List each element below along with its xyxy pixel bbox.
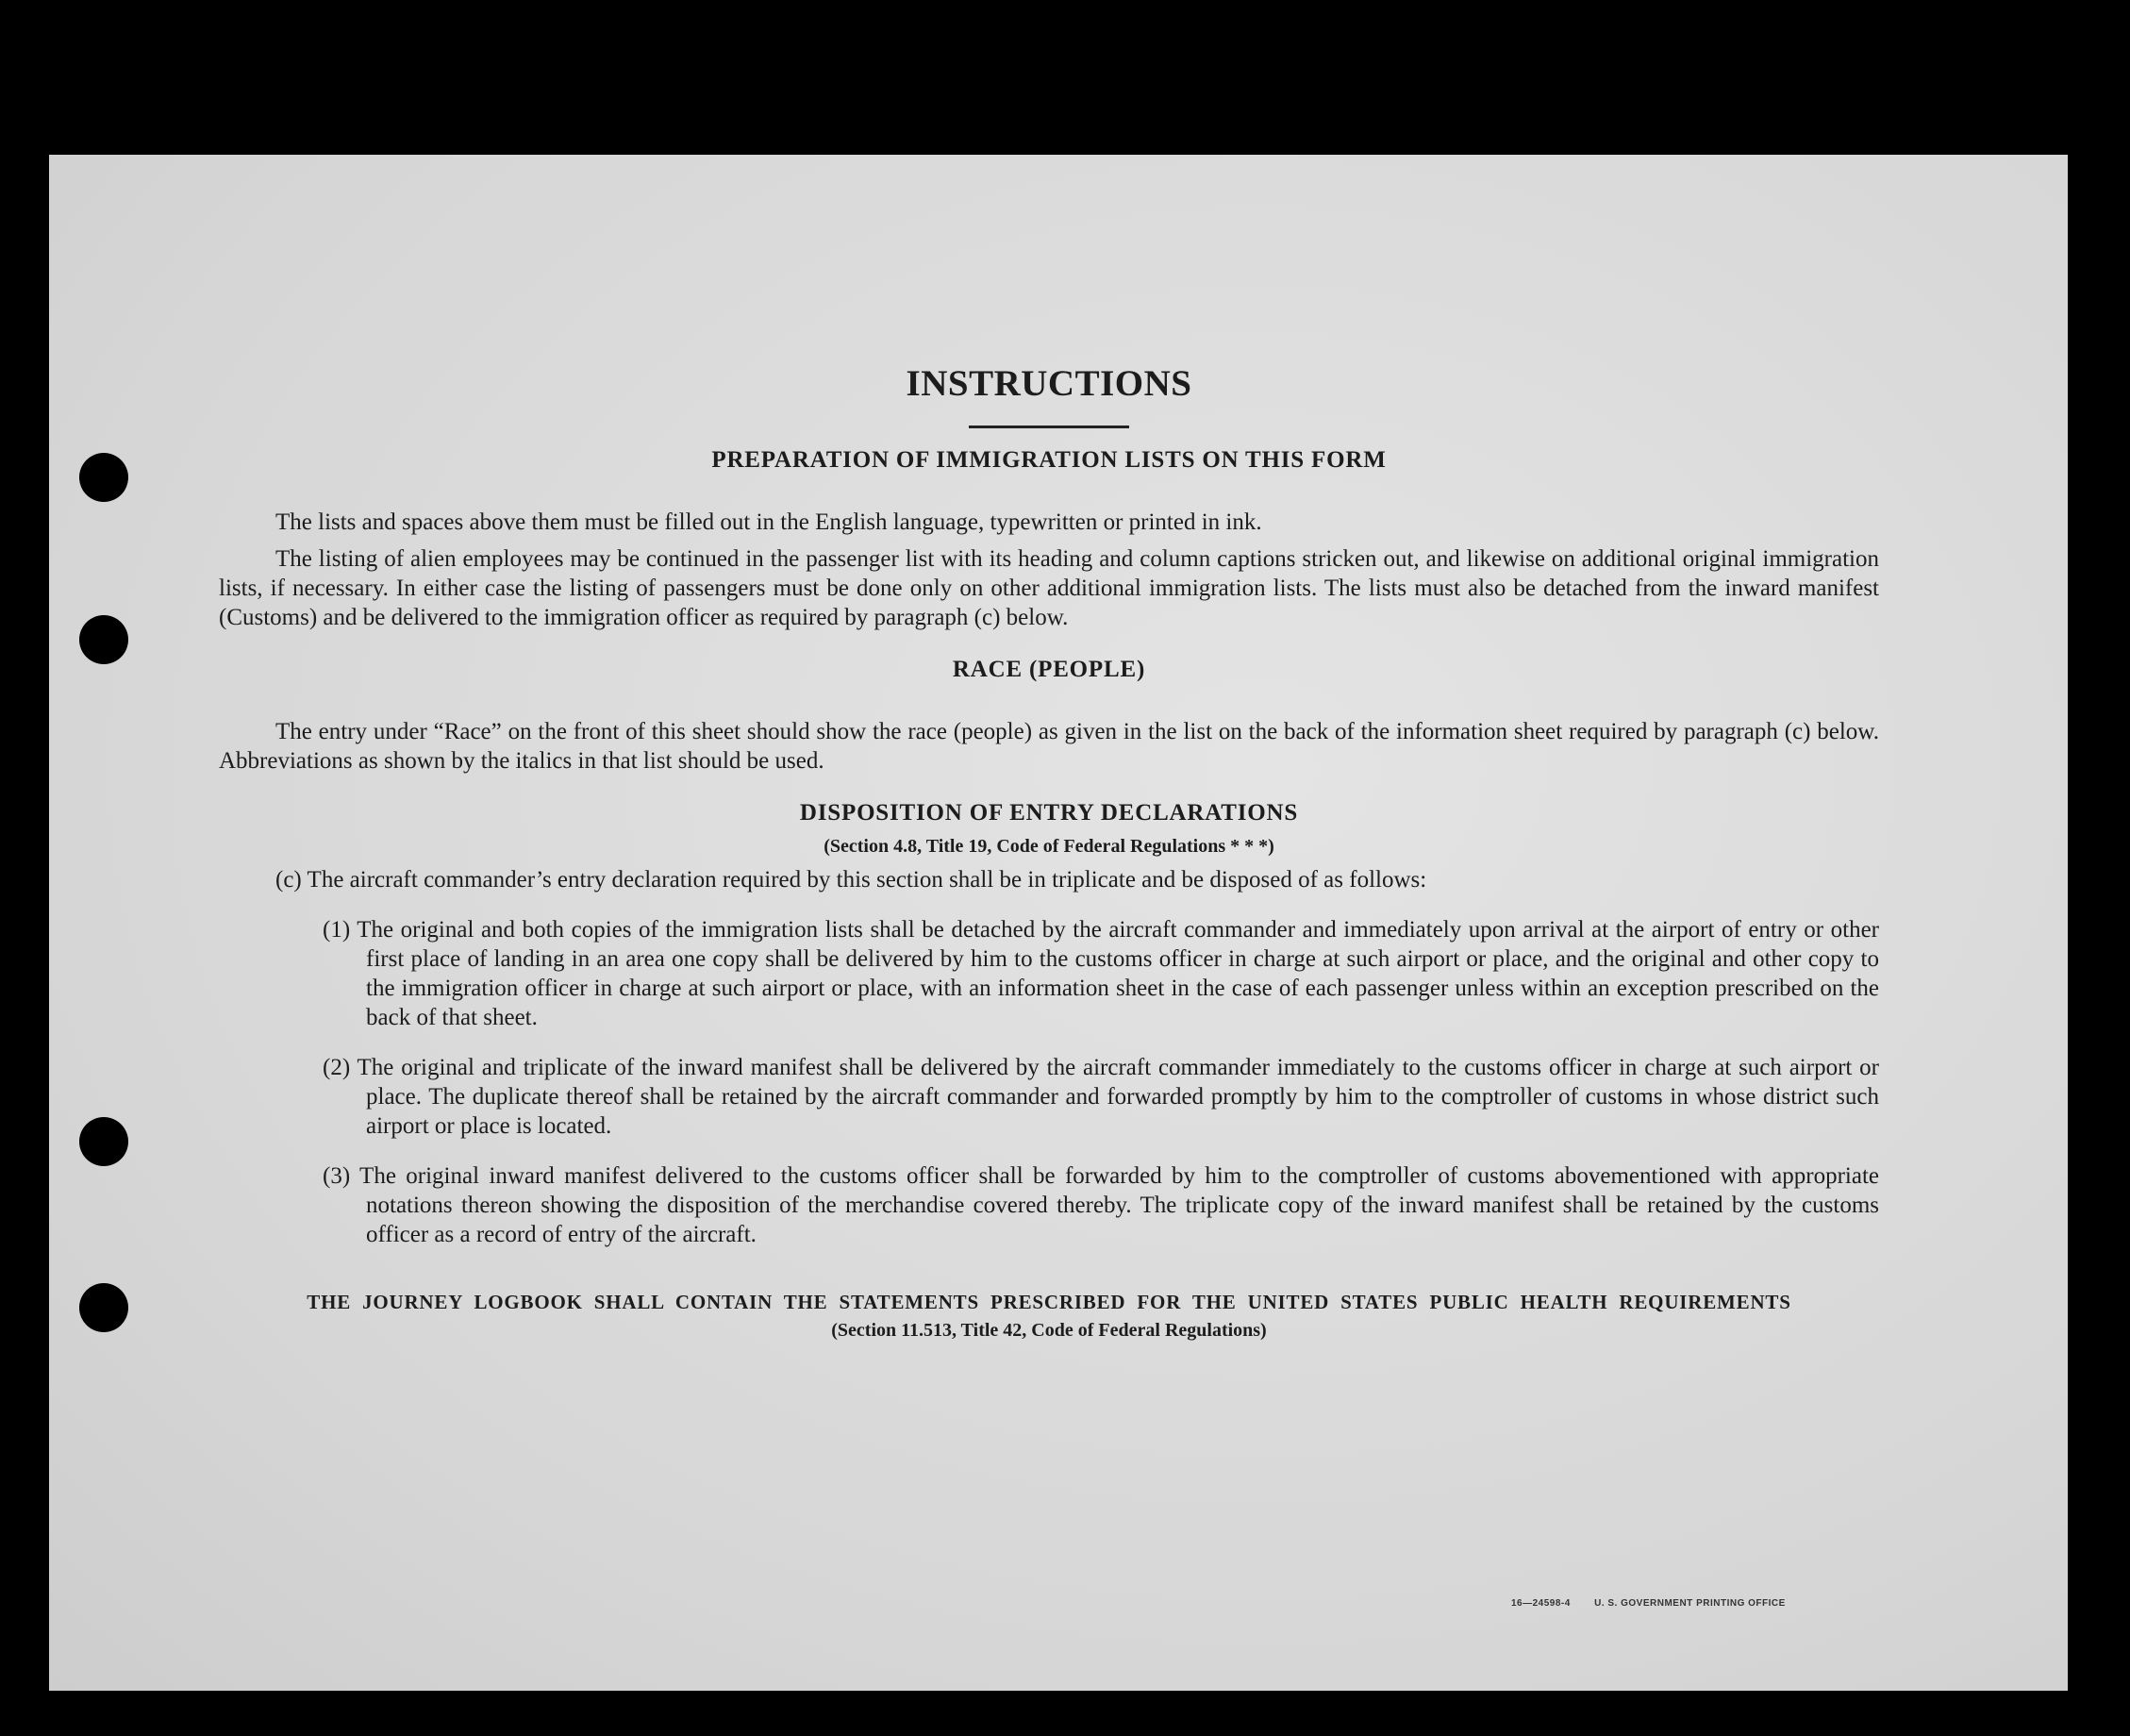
title-rule (969, 426, 1129, 428)
disposition-item-2: (2) The original and triplicate of the inward manifest shall be delivered by the aircraft commander immediately to the customs officer in charge at such airport or place. The duplicate thereof shall be retained by the aircraft commander and forwarded promptly by him to the comptroller of customs in whose district such airport or place is located. (323, 1055, 1879, 1139)
disposition-item-1: (1) The original and both copies of the immigration lists shall be detached by the aircraft commander and immediately upon arrival at the airport of entry or other first place of landing in an area one copy shall be delivered by him to the customs officer in charge at such airport or place, and the original and other copy to the immigration officer in charge at such airport or place, with an information sheet in the case of each passenger unless within an exception prescribed on the back of that sheet. (323, 917, 1879, 1030)
printer-imprint (1511, 1598, 1806, 1609)
preparation-paragraph-1: The lists and spaces above them must be filled out in the English language, typewritten or printed in ink. (275, 509, 1262, 535)
section-heading-preparation: PREPARATION OF IMMIGRATION LISTS ON THIS FORM (711, 447, 1387, 473)
form-number: 16—24598-4 (1511, 1598, 1571, 1609)
document-sheet (49, 155, 2068, 1691)
disposition-intro: (c) The aircraft commander’s entry declaration required by this section shall be in triplicate and be disposed of as follows: (275, 867, 1427, 893)
section-heading-disposition: DISPOSITION OF ENTRY DECLARATIONS (799, 800, 1299, 826)
printing-office: U. S. GOVERNMENT PRINTING OFFICE (1594, 1598, 1786, 1609)
document-content (219, 362, 1879, 1342)
footer-heading: THE JOURNEY LOGBOOK SHALL CONTAIN THE STATEMENTS PRESCRIBED FOR THE UNITED STATES PUBLIC HEALTH REQUIREMENTS (307, 1291, 1791, 1313)
punch-hole (79, 453, 128, 502)
punch-hole (79, 1117, 128, 1166)
disposition-citation: (Section 4.8, Title 19, Code of Federal Regulations * * *) (824, 836, 1274, 857)
section-heading-race: RACE (PEOPLE) (952, 657, 1146, 682)
race-paragraph: The entry under “Race” on the front of this sheet should show the race (people) as given in the list on the back of the information sheet required by paragraph (c) below. Abbreviations as shown by the italics in that list should be used. (219, 719, 1879, 774)
footer-citation: (Section 11.513, Title 42, Code of Federal Regulations) (831, 1320, 1267, 1341)
punch-hole (79, 1283, 128, 1332)
disposition-item-3: (3) The original inward manifest delivered to the customs officer shall be forwarded by him to the comptroller of customs abovementioned with appropriate notations thereon showing the disposition of the merchandise covered thereby. The triplicate copy of the inward manifest shall be retained by the customs officer as a record of entry of the aircraft. (323, 1163, 1879, 1247)
page-title: INSTRUCTIONS (906, 363, 1192, 404)
punch-hole (79, 615, 128, 664)
preparation-paragraph-2: The listing of alien employees may be continued in the passenger list with its heading and column captions stricken out, and likewise on additional original immigration lists, if necessary. In either case the listing of passengers must be done only on other additional immigration lists. The lists must also be detached from the inward manifest (Customs) and be delivered to the immigration officer as required by paragraph (c) below. (219, 546, 1879, 630)
